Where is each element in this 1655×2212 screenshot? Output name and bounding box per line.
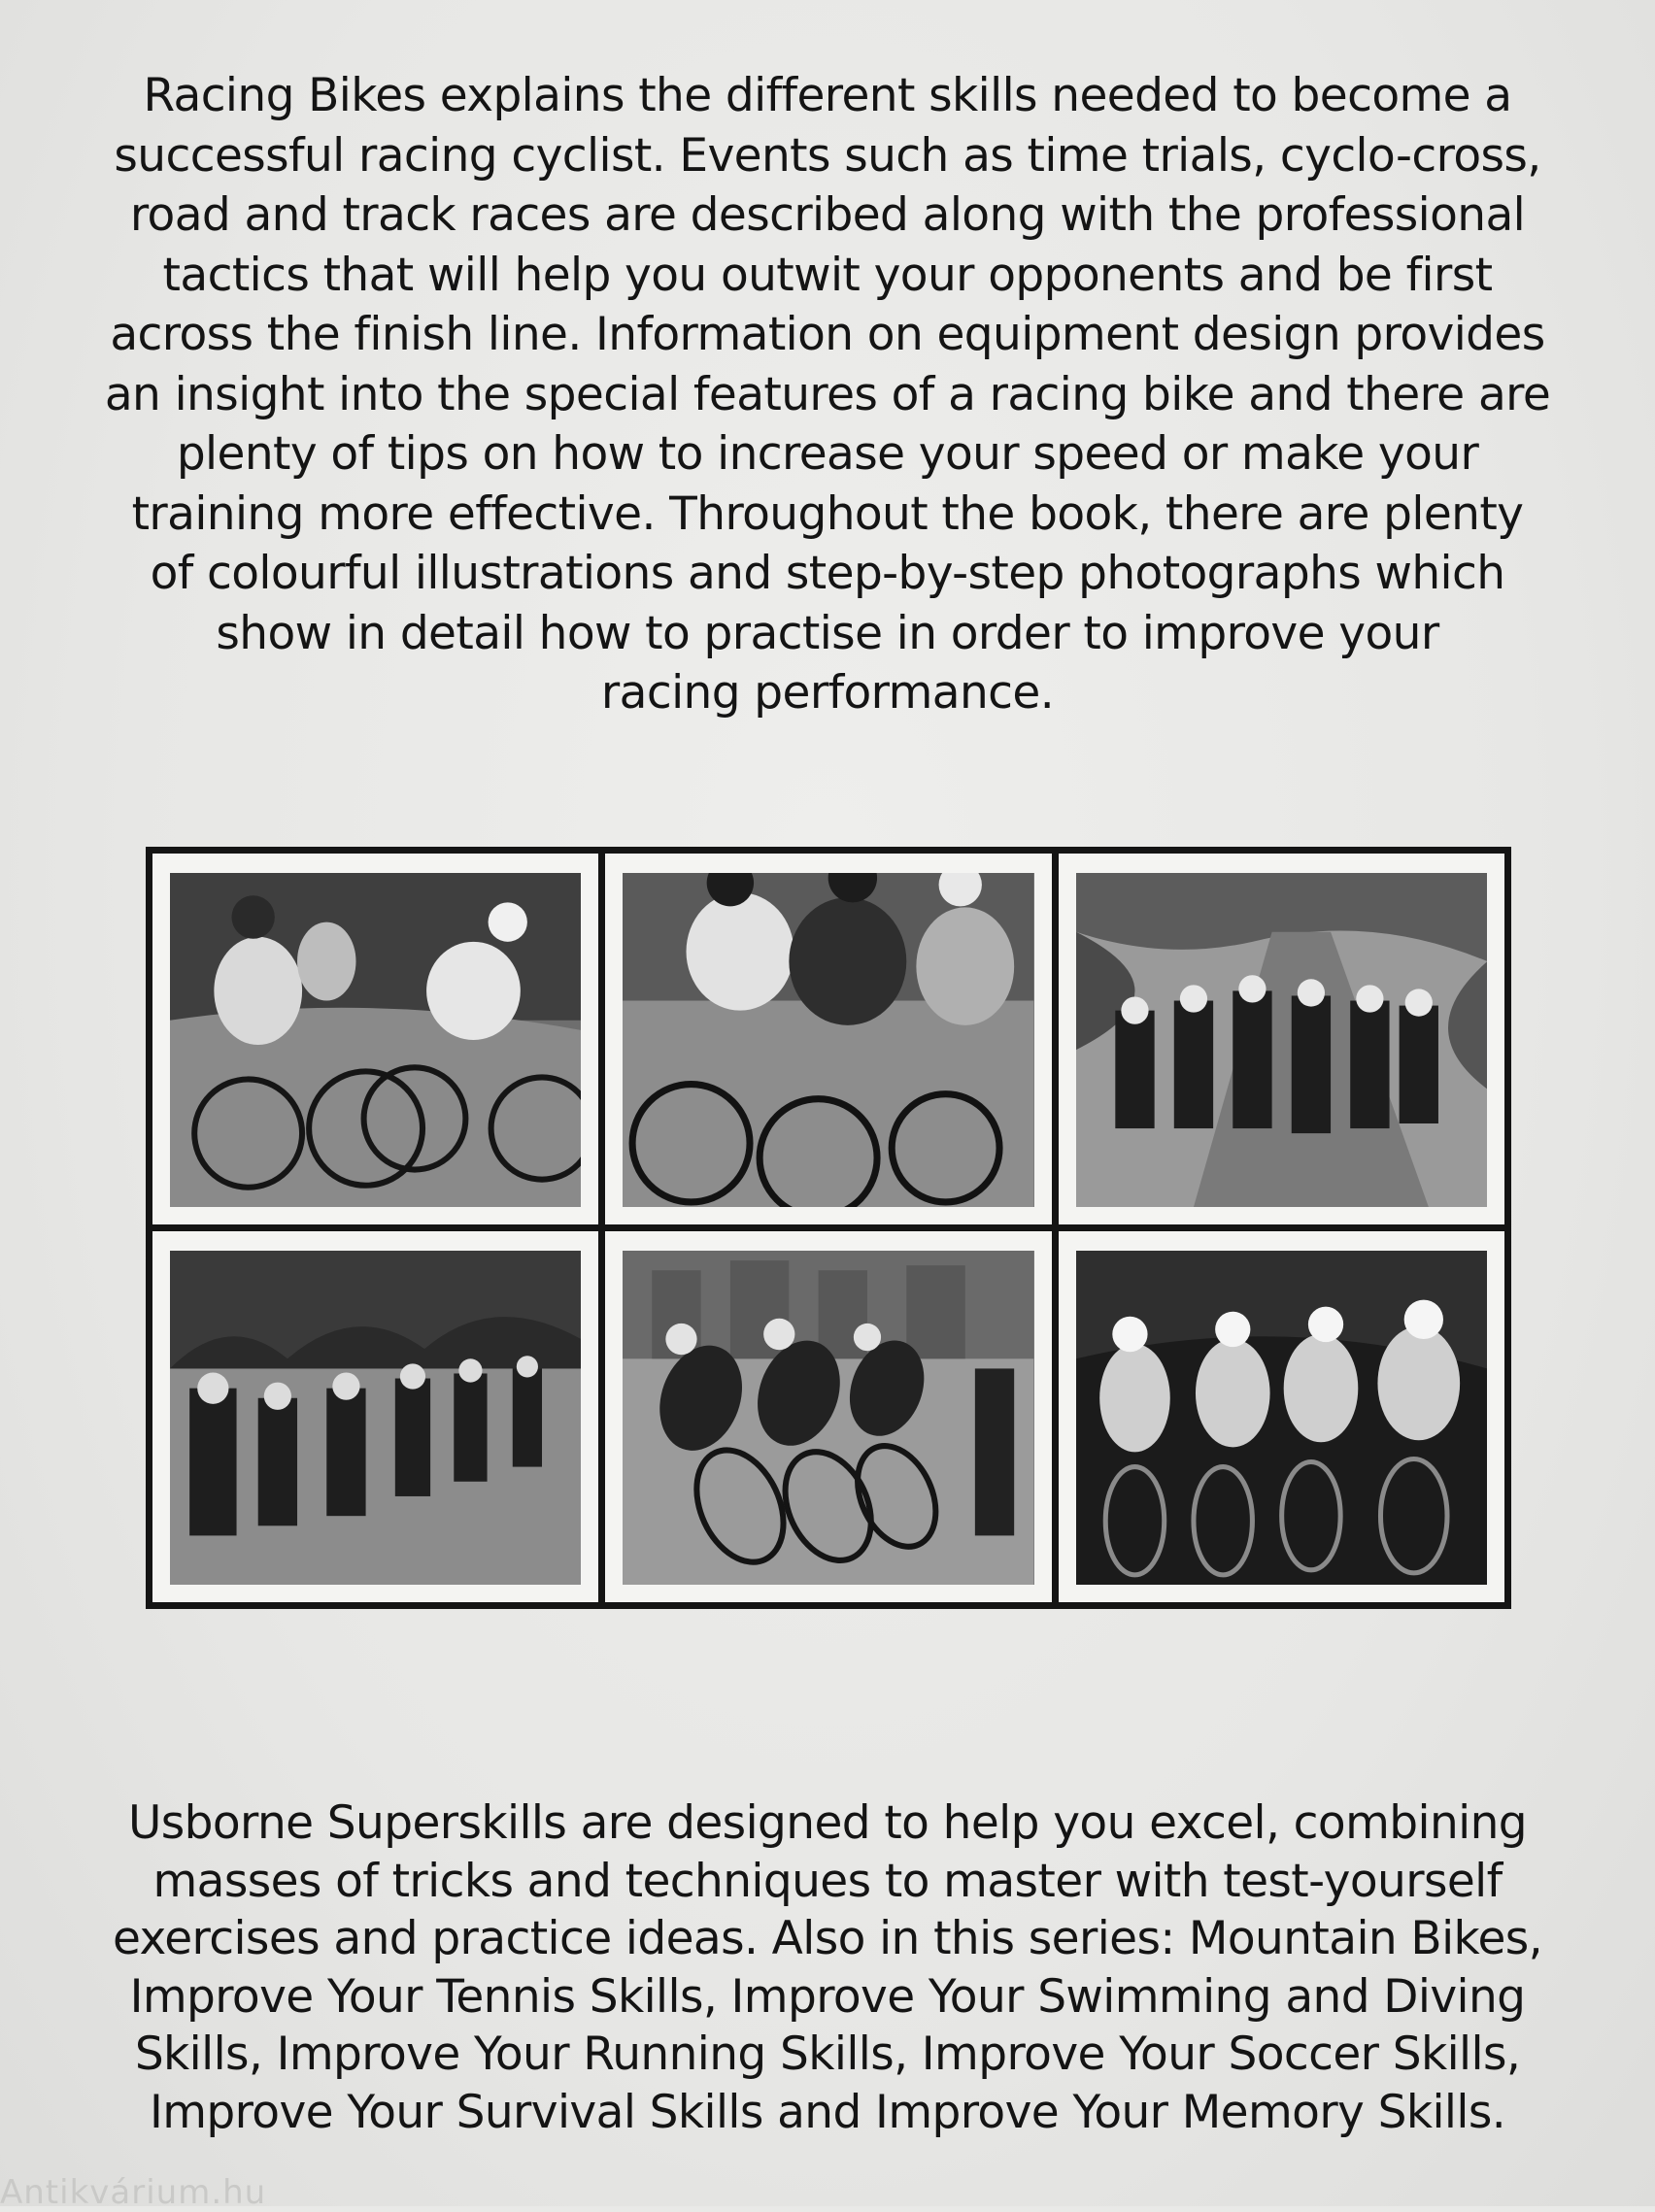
series-line: Skills, Improve Your Running Skills, Improve Your Soccer Skills, <box>134 2028 1521 2081</box>
description-line: racing performance. <box>600 666 1055 720</box>
description-line: training more effective. Throughout the book, there are plenty <box>131 486 1524 541</box>
description-line: plenty of tips on how to increase your speed or make your <box>176 427 1479 481</box>
description-line: successful racing cyclist. Events such as time trials, cyclo-cross, <box>114 128 1541 183</box>
photo-frame <box>1059 1231 1504 1602</box>
series-line: Usborne Superskills are designed to help you excel, combining <box>127 1796 1528 1850</box>
watermark: Antikvárium.hu <box>0 2173 267 2212</box>
series-line: exercises and practice ideas. Also in this series: Mountain Bikes, <box>112 1912 1543 1965</box>
description-line: across the finish line. Information on equipment design provides <box>110 308 1545 361</box>
series-line: Improve Your Tennis Skills, Improve Your Swimming and Diving <box>129 1969 1526 2024</box>
book-description <box>68 66 1587 723</box>
peloton-mountain-photo <box>1076 873 1487 1207</box>
description-line: Racing Bikes explains the different skills needed to become a <box>143 69 1512 122</box>
photo-grid <box>146 847 1511 1609</box>
description-line: road and track races are described along with the professional <box>129 188 1526 242</box>
series-description <box>68 1794 1587 2141</box>
description-line: show in detail how to practise in order to improve your <box>216 606 1439 660</box>
riders-leaning-corner-photo <box>623 1251 1033 1585</box>
series-line: Improve Your Survival Skills and Improve Your Memory Skills. <box>149 2085 1506 2139</box>
team-time-trial-photo <box>1076 1251 1487 1585</box>
photo-frame <box>1059 854 1504 1224</box>
photo-frame <box>152 854 598 1224</box>
cyclists-cornering-photo <box>170 873 581 1207</box>
description-line: an insight into the special features of a racing bike and there are <box>104 367 1551 421</box>
photo-frame <box>152 1231 598 1602</box>
photo-frame <box>605 854 1051 1224</box>
description-line: of colourful illustrations and step-by-step photographs which <box>150 547 1505 600</box>
photo-frame <box>605 1231 1051 1602</box>
cyclists-closeup-photo <box>623 873 1033 1207</box>
series-line: masses of tricks and techniques to master with test-yourself <box>152 1854 1503 1908</box>
group-road-race-photo <box>170 1251 581 1585</box>
description-line: tactics that will help you outwit your opponents and be first <box>162 248 1493 302</box>
